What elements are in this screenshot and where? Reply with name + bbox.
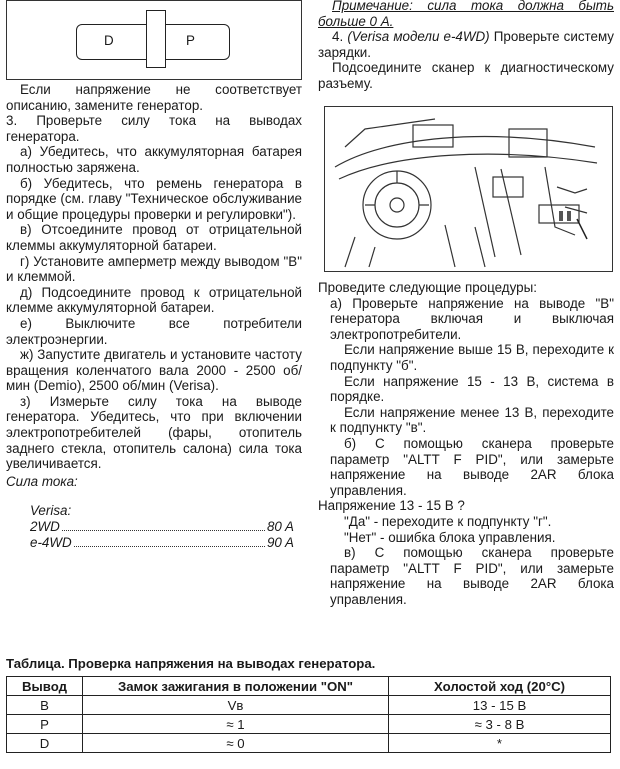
voltage-table [6, 676, 611, 753]
proc-b: б) С помощью сканера проверьте параметр "ALTT F PID", или замерьте напряжение на выводе 2AR блока управления. [330, 435, 614, 498]
terminal-p-label: P [186, 33, 195, 48]
table-header-row [7, 677, 611, 696]
replace-generator-text: Если напряжение не соответствует описанию, замените генератор. [6, 82, 302, 113]
current-2wd-value: 80 A [266, 519, 294, 535]
terminal-cell: P [7, 715, 83, 734]
left-column [6, 82, 302, 550]
step-4-model: (Verisa модели e-4WD) [347, 29, 490, 45]
proc-a-case1: Если напряжение выше 15 В, переходите к подпункту "б". [330, 342, 614, 373]
step-3d: д) Подсоедините провод к отрицательной клемме аккумуляторной батареи. [6, 284, 302, 316]
current-e4wd-name: e-4WD [30, 534, 72, 550]
header-ignition-on: Замок зажигания в положении "ON" [83, 677, 389, 696]
table-row [7, 696, 611, 715]
connect-scanner-text: Подсоедините сканер к диагностическому разъему. [318, 60, 614, 91]
right-column-top [318, 0, 614, 92]
voltage-question: Напряжение 13 - 15 В ? [318, 498, 465, 514]
answer-yes: "Да" - переходите к подпункту "г". [344, 513, 552, 529]
right-column-bottom [318, 280, 614, 607]
proc-a-case3: Если напряжение менее 13 В, переходите к подпункту "в". [330, 404, 614, 436]
dashboard-drawing [325, 107, 612, 271]
connector-diagram [6, 0, 302, 82]
table-row [7, 715, 611, 734]
ignition-value-cell: ≈ 0 [83, 734, 389, 753]
step-3-heading: 3. Проверьте силу тока на выводах генератора. [6, 113, 302, 144]
step-4 [318, 29, 614, 60]
header-terminal: Вывод [7, 677, 83, 696]
proc-a: а) Проверьте напряжение на выводе "В" генератора включая и выключая электропотребители. [330, 295, 614, 342]
terminal-d-label: D [104, 33, 114, 48]
current-e4wd-value: 90 A [266, 534, 294, 550]
verisa-label: Verisa: [30, 503, 72, 519]
current-label: Сила тока: [6, 473, 78, 489]
procedures-heading: Проведите следующие процедуры: [318, 280, 537, 295]
answer-no: "Нет" - ошибка блока управления. [344, 529, 556, 545]
header-idle: Холостой ход (20°C) [389, 677, 611, 696]
dashboard-illustration [324, 106, 613, 272]
current-2wd-name: 2WD [30, 519, 60, 535]
step-3g: г) Установите амперметр между выводом "В" и клеммой. [6, 253, 302, 285]
step-3zh: ж) Запустите двигатель и установите частоту вращения коленчатого вала 2000 - 2500 об/мин (Demio), 2500 об/мин (Verisa). [6, 347, 302, 394]
terminal-cell: B [7, 696, 83, 715]
step-3v: в) Отсоедините провод от отрицательной клеммы аккумуляторной батареи. [6, 222, 302, 253]
step-4-text: Проверьте систему зарядки. [318, 29, 615, 60]
table-row [7, 734, 611, 753]
idle-value-cell: * [389, 734, 611, 753]
step-3a: а) Убедитесь, что аккумуляторная батарея полностью заряжена. [6, 144, 302, 175]
terminal-cell: D [7, 734, 83, 753]
step-3b: б) Убедитесь, что ремень генератора в порядке (см. главу "Техническое обслуживание и общие процедуры проверки и регулировки"). [6, 175, 302, 222]
current-e4wd-row [6, 535, 302, 551]
ignition-value-cell: Vв [83, 696, 389, 715]
step-3e: е) Выключите все потребители электроэнергии. [6, 315, 302, 347]
idle-value-cell: ≈ 3 - 8 В [389, 715, 611, 734]
current-2wd-row [6, 519, 302, 535]
proc-a-case2: Если напряжение 15 - 13 В, система в порядке. [330, 373, 614, 405]
step-4-num: 4. [332, 29, 344, 45]
note-text: Примечание: сила тока должна быть больше 0 А. [318, 0, 614, 29]
idle-value-cell: 13 - 15 В [389, 696, 611, 715]
proc-v: в) С помощью сканера проверьте параметр "ALTT F PID", или замерьте напряжение на выводе 2AR блока управления. [330, 545, 614, 607]
table-title: Таблица. Проверка напряжения на выводах генератора. [6, 656, 376, 671]
ignition-value-cell: ≈ 1 [83, 715, 389, 734]
step-3z: з) Измерьте силу тока на выводе генератора. Убедитесь, что при включении электропотребителей (фары, отопитель заднего стекла, отопитель салона) сила тока увеличивается. [6, 393, 302, 472]
